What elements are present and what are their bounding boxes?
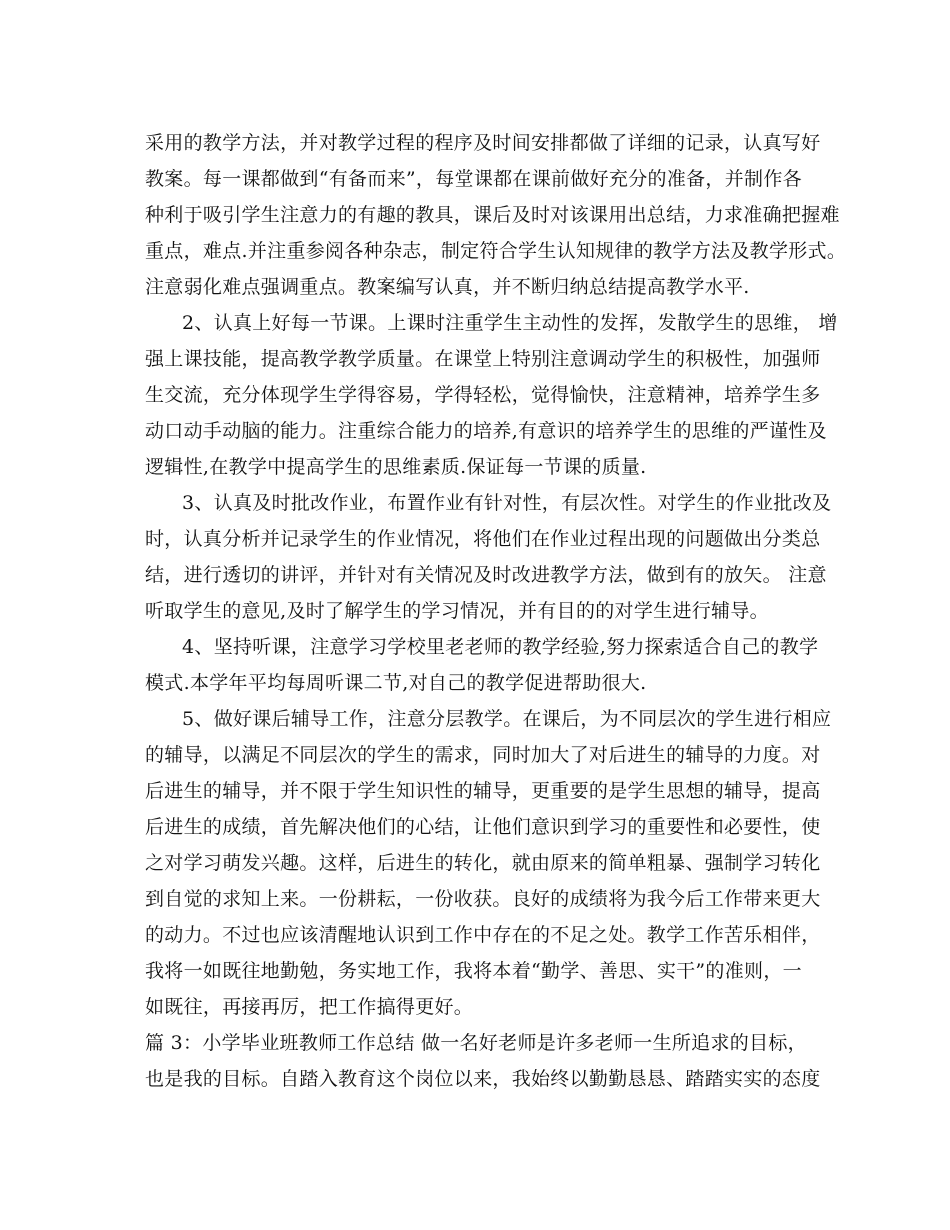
text-line: 的辅导，以满足不同层次的学生的需求，同时加大了对后进生的辅导的力度。对 bbox=[145, 744, 821, 766]
text-line: 的动力。不过也应该清醒地认识到工作中存在的不足之处。教学工作苦乐相伴， bbox=[145, 924, 821, 946]
paragraph-4-start: 4、坚持听课，注意学习学校里老老师的教学经验,努力探索适合自己的教学 bbox=[182, 636, 819, 658]
text-line: 后进生的辅导，并不限于学生知识性的辅导，更重要的是学生思想的辅导，提高 bbox=[145, 780, 821, 802]
text-line: 动口动手动脑的能力。注重综合能力的培养,有意识的培养学生的思维的严谨性及 bbox=[145, 420, 827, 442]
text-line: 生交流，充分体现学生学得容易，学得轻松，觉得愉快，注意精神，培养学生多 bbox=[145, 384, 821, 406]
text-line: 采用的教学方法，并对教学过程的程序及时间安排都做了详细的记录，认真写好 bbox=[145, 132, 821, 154]
text-line: 模式.本学年平均每周听课二节,对自己的教学促进帮助很大. bbox=[145, 672, 647, 694]
text-line: 听取学生的意见,及时了解学生的学习情况，并有目的的对学生进行辅导。 bbox=[145, 600, 769, 622]
text-line: 之对学习萌发兴趣。这样，后进生的转化，就由原来的简单粗暴、强制学习转化 bbox=[145, 852, 821, 874]
text-line: 注意弱化难点强调重点。教案编写认真，并不断归纳总结提高教学水平. bbox=[145, 276, 750, 298]
text-line: 结，进行透切的讲评，并针对有关情况及时改进教学方法，做到有的放矢。 注意 bbox=[145, 564, 827, 586]
text-line: 强上课技能，提高教学教学质量。在课堂上特别注意调动学生的积极性，加强师 bbox=[145, 348, 821, 370]
paragraph-2-start: 2、认真上好每一节课。上课时注重学生主动性的发挥，发散学生的思维， 增 bbox=[182, 312, 838, 334]
paragraph-5-start: 5、做好课后辅导工作，注意分层教学。在课后，为不同层次的学生进行相应 bbox=[182, 708, 832, 730]
text-line: 逻辑性,在教学中提高学生的思维素质.保证每一节课的质量. bbox=[145, 456, 647, 478]
section-heading-line: 篇 3：小学毕业班教师工作总结 做一名好老师是许多老师一生所追求的目标， bbox=[145, 1032, 807, 1054]
text-line: 也是我的目标。自踏入教育这个岗位以来，我始终以勤勤恳恳、踏踏实实的态度 bbox=[145, 1068, 821, 1090]
text-line: 种利于吸引学生注意力的有趣的教具，课后及时对该课用出总结，力求准确把握难 bbox=[145, 204, 840, 226]
paragraph-3-start: 3、认真及时批改作业，布置作业有针对性，有层次性。对学生的作业批改及 bbox=[182, 492, 832, 514]
text-line: 我将一如既往地勤勉，务实地工作，我将本着“勤学、善思、实干”的准则，一 bbox=[145, 960, 802, 982]
text-line: 如既往，再接再厉，把工作搞得更好。 bbox=[145, 996, 474, 1018]
text-line: 到自觉的求知上来。一份耕耘，一份收获。良好的成绩将为我今后工作带来更大 bbox=[145, 888, 821, 910]
text-line: 后进生的成绩，首先解决他们的心结，让他们意识到学习的重要性和必要性，使 bbox=[145, 816, 821, 838]
text-line: 教案。每一课都做到“有备而来”，每堂课都在课前做好充分的准备，并制作各 bbox=[145, 168, 802, 190]
text-line: 重点，难点.并注重参阅各种杂志，制定符合学生认知规律的教学方法及教学形式。 bbox=[145, 240, 847, 262]
text-line: 时，认真分析并记录学生的作业情况，将他们在作业过程出现的问题做出分类总 bbox=[145, 528, 821, 550]
